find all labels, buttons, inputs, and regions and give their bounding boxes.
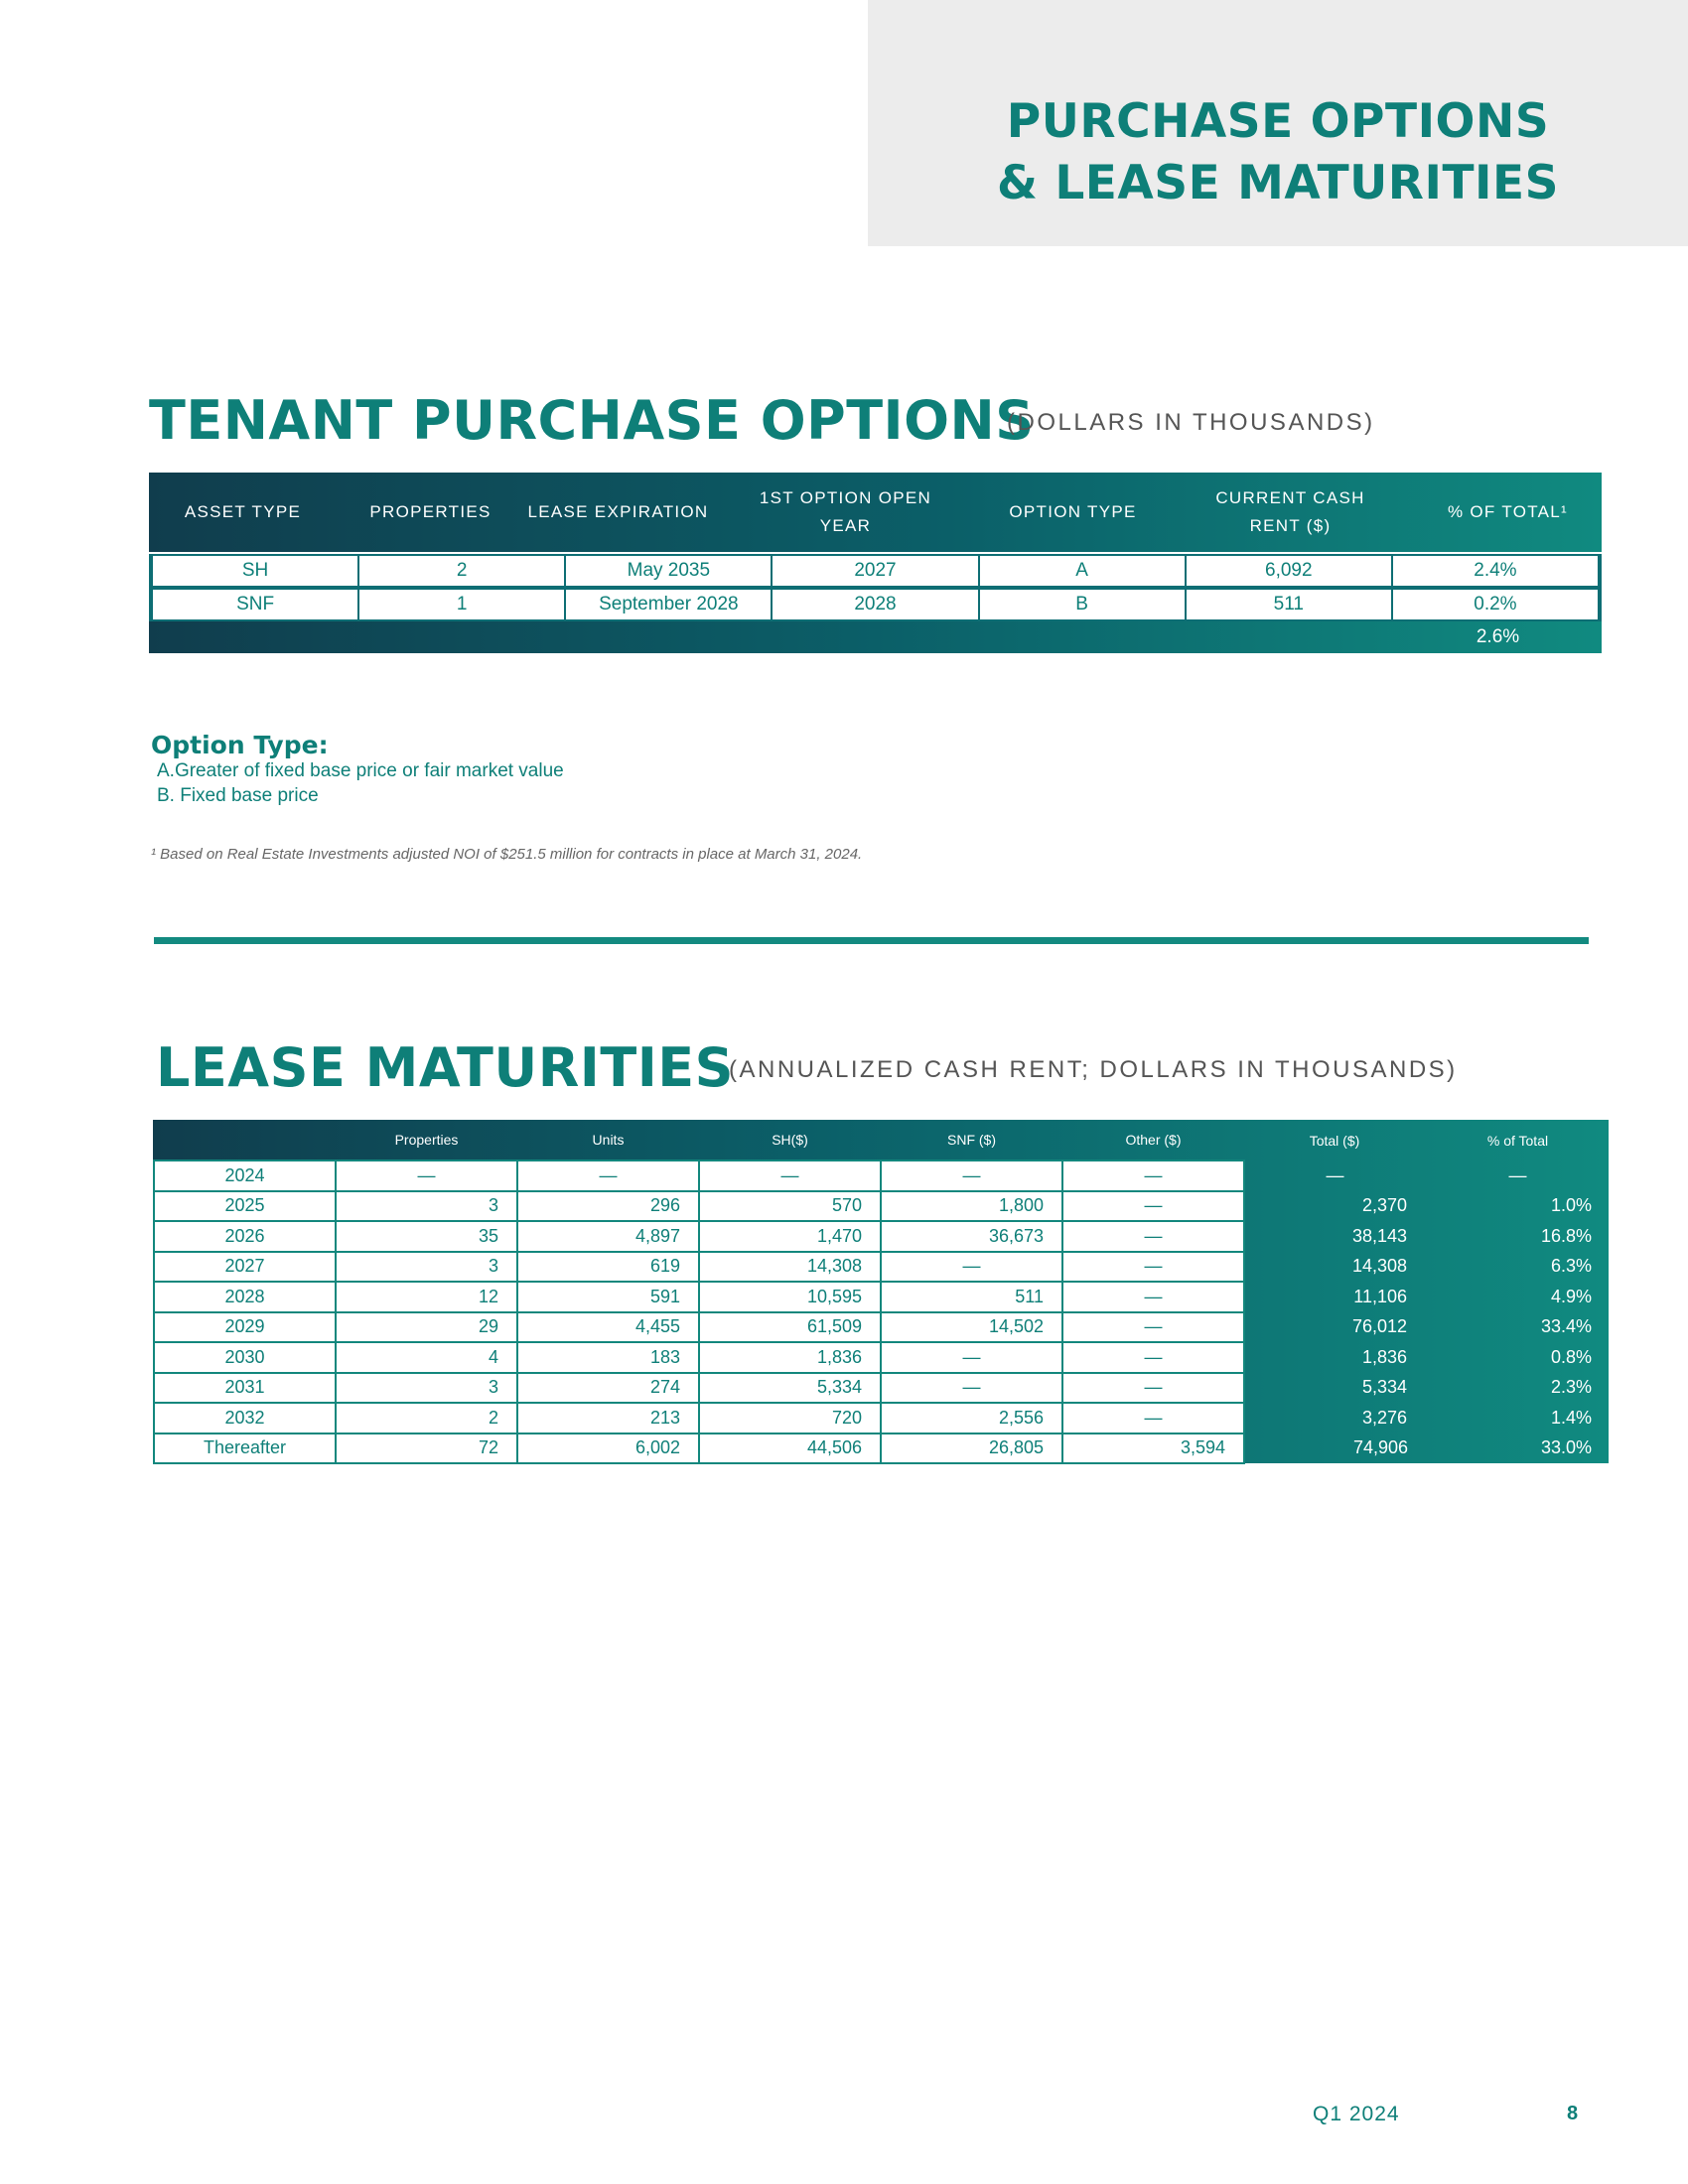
cell: 14,308 — [1351, 1256, 1407, 1277]
cell: May 2035 — [564, 554, 773, 588]
col-current-cash-rent: CURRENT CASH RENT ($) — [1215, 488, 1365, 535]
cell: 2028 — [154, 1282, 336, 1312]
cell: 2028 — [771, 588, 979, 621]
tenant-purchase-table — [149, 473, 1602, 653]
lease-maturities-title: LEASE MATURITIES — [156, 1036, 735, 1099]
cell: 2030 — [154, 1342, 336, 1373]
table-row — [154, 1160, 1610, 1191]
cell: 570 — [699, 1191, 881, 1222]
page-title — [868, 91, 1688, 214]
cell: 1 — [357, 588, 566, 621]
cell: — — [1062, 1373, 1244, 1404]
col-lease-expiration: LEASE EXPIRATION — [527, 502, 709, 521]
cell: 2.3% — [1550, 1377, 1592, 1398]
cell: 4,455 — [517, 1312, 699, 1343]
col-percent-total: % of Total — [1486, 1132, 1549, 1149]
cell: — — [1062, 1312, 1244, 1343]
cell: 4.9% — [1550, 1286, 1592, 1306]
cell: 3 — [336, 1373, 517, 1404]
page-title-line1: PURCHASE OPTIONS — [1006, 94, 1550, 149]
cell: — — [699, 1160, 881, 1191]
cell: — — [881, 1160, 1062, 1191]
cell: 4,897 — [517, 1221, 699, 1252]
cell: 72 — [336, 1433, 517, 1464]
cell: 0.8% — [1550, 1346, 1592, 1367]
cell: — — [881, 1342, 1062, 1373]
cell: 274 — [517, 1373, 699, 1404]
cell: — — [1062, 1252, 1244, 1283]
cell: — — [1508, 1164, 1527, 1185]
cell: — — [881, 1252, 1062, 1283]
table-row — [154, 1312, 1610, 1343]
cell: 3 — [336, 1252, 517, 1283]
col-properties: PROPERTIES — [369, 502, 492, 521]
cell: 76,012 — [1351, 1316, 1407, 1337]
cell: — — [1062, 1221, 1244, 1252]
cell: — — [517, 1160, 699, 1191]
cell: 16.8% — [1540, 1225, 1592, 1246]
cell: 720 — [699, 1403, 881, 1433]
cell: 2029 — [154, 1312, 336, 1343]
cell: — — [336, 1160, 517, 1191]
col-other: Other ($) — [1125, 1132, 1182, 1148]
cell: 2031 — [154, 1373, 336, 1404]
table-header — [154, 1120, 1610, 1160]
option-type-a: A.Greater of fixed base price or fair market value — [157, 760, 564, 781]
col-total: Total ($) — [1309, 1132, 1360, 1149]
table-row — [154, 1433, 1610, 1464]
cell: 1,800 — [881, 1191, 1062, 1222]
cell: 6,002 — [517, 1433, 699, 1464]
footer-quarter: Q1 2024 — [1313, 2103, 1400, 2125]
cell: 1,836 — [1361, 1346, 1407, 1367]
cell: September 2028 — [564, 588, 773, 621]
col-percent-total: % OF TOTAL¹ — [1447, 502, 1569, 521]
cell: 2026 — [154, 1221, 336, 1252]
cell: 5,334 — [1361, 1377, 1407, 1398]
col-snf: SNF ($) — [947, 1132, 996, 1148]
cell: 14,308 — [699, 1252, 881, 1283]
tenant-purchase-subtitle: (DOLLARS IN THOUSANDS) — [1007, 409, 1375, 436]
tenant-purchase-title: TENANT PURCHASE OPTIONS — [149, 389, 1035, 452]
cell: 1.0% — [1550, 1195, 1592, 1216]
cell: 14,502 — [881, 1312, 1062, 1343]
cell: 74,906 — [1352, 1437, 1408, 1458]
cell: 2,370 — [1361, 1195, 1407, 1216]
cell: 0.2% — [1391, 588, 1600, 621]
col-first-option-year: 1ST OPTION OPEN YEAR — [759, 488, 932, 535]
cell: 2025 — [154, 1191, 336, 1222]
cell: 4 — [336, 1342, 517, 1373]
cell: 183 — [517, 1342, 699, 1373]
cell: 26,805 — [881, 1433, 1062, 1464]
cell: 44,506 — [699, 1433, 881, 1464]
cell: — — [1062, 1342, 1244, 1373]
table-row — [154, 1282, 1610, 1312]
cell: 2027 — [154, 1252, 336, 1283]
cell: 2024 — [154, 1160, 336, 1191]
col-asset-type: ASSET TYPE — [184, 502, 302, 521]
cell: SNF — [151, 588, 359, 621]
cell: 11,106 — [1353, 1286, 1407, 1306]
cell: 2032 — [154, 1403, 336, 1433]
cell: — — [1062, 1191, 1244, 1222]
col-properties: Properties — [394, 1132, 459, 1148]
cell: 38,143 — [1351, 1225, 1407, 1246]
cell: 5,334 — [699, 1373, 881, 1404]
table-row — [154, 1403, 1610, 1433]
cell: — — [1062, 1403, 1244, 1433]
cell: 511 — [881, 1282, 1062, 1312]
table-row — [154, 1252, 1610, 1283]
cell: 213 — [517, 1403, 699, 1433]
cell: 33.0% — [1540, 1437, 1592, 1458]
cell: 2 — [357, 554, 566, 588]
page-number: 8 — [1567, 2103, 1579, 2124]
cell: 1,470 — [699, 1221, 881, 1252]
cell: 6.3% — [1550, 1256, 1592, 1277]
cell: 29 — [336, 1312, 517, 1343]
col-sh: SH($) — [772, 1132, 808, 1148]
cell: 2 — [336, 1403, 517, 1433]
table-header — [149, 473, 1602, 552]
table-row — [149, 554, 1602, 588]
cell: B — [978, 588, 1187, 621]
cell: 6,092 — [1185, 554, 1393, 588]
lease-maturities-table — [153, 1120, 1611, 1464]
cell: 1,836 — [699, 1342, 881, 1373]
footnote: ¹ Based on Real Estate Investments adjusted NOI of $251.5 million for contracts in place at March 31, 2024. — [151, 846, 863, 863]
total-percent: 2.6% — [1476, 626, 1520, 647]
cell: 3,276 — [1361, 1407, 1407, 1428]
cell: 619 — [517, 1252, 699, 1283]
cell: 33.4% — [1540, 1316, 1592, 1337]
cell: 10,595 — [699, 1282, 881, 1312]
cell: 2.4% — [1391, 554, 1600, 588]
cell: 3,594 — [1062, 1433, 1244, 1464]
cell: 12 — [336, 1282, 517, 1312]
cell: SH — [151, 554, 359, 588]
col-year — [154, 1120, 336, 1160]
cell: 296 — [517, 1191, 699, 1222]
cell: — — [881, 1373, 1062, 1404]
header-panel — [868, 0, 1688, 246]
table-total-row — [149, 621, 1602, 653]
cell: — — [1062, 1160, 1244, 1191]
cell: 61,509 — [699, 1312, 881, 1343]
option-type-heading: Option Type: — [151, 731, 329, 759]
table-row — [149, 588, 1602, 621]
cell: 35 — [336, 1221, 517, 1252]
cell: 3 — [336, 1191, 517, 1222]
section-divider — [154, 937, 1589, 944]
cell: — — [1326, 1164, 1344, 1185]
col-option-type: OPTION TYPE — [1009, 502, 1137, 521]
table-row — [154, 1191, 1610, 1222]
cell: 1.4% — [1550, 1407, 1592, 1428]
cell: — — [1062, 1282, 1244, 1312]
page-title-line2: & LEASE MATURITIES — [996, 156, 1559, 210]
cell: 2027 — [771, 554, 979, 588]
table-row — [154, 1221, 1610, 1252]
table-row — [154, 1373, 1610, 1404]
lease-maturities-subtitle: (ANNUALIZED CASH RENT; DOLLARS IN THOUSANDS) — [729, 1056, 1458, 1083]
cell: 36,673 — [881, 1221, 1062, 1252]
cell: Thereafter — [154, 1433, 336, 1464]
option-type-b: B. Fixed base price — [157, 785, 319, 806]
cell: 511 — [1185, 588, 1393, 621]
cell: 591 — [517, 1282, 699, 1312]
cell: 2,556 — [881, 1403, 1062, 1433]
table-row — [154, 1342, 1610, 1373]
cell: A — [978, 554, 1187, 588]
col-units: Units — [592, 1132, 625, 1148]
